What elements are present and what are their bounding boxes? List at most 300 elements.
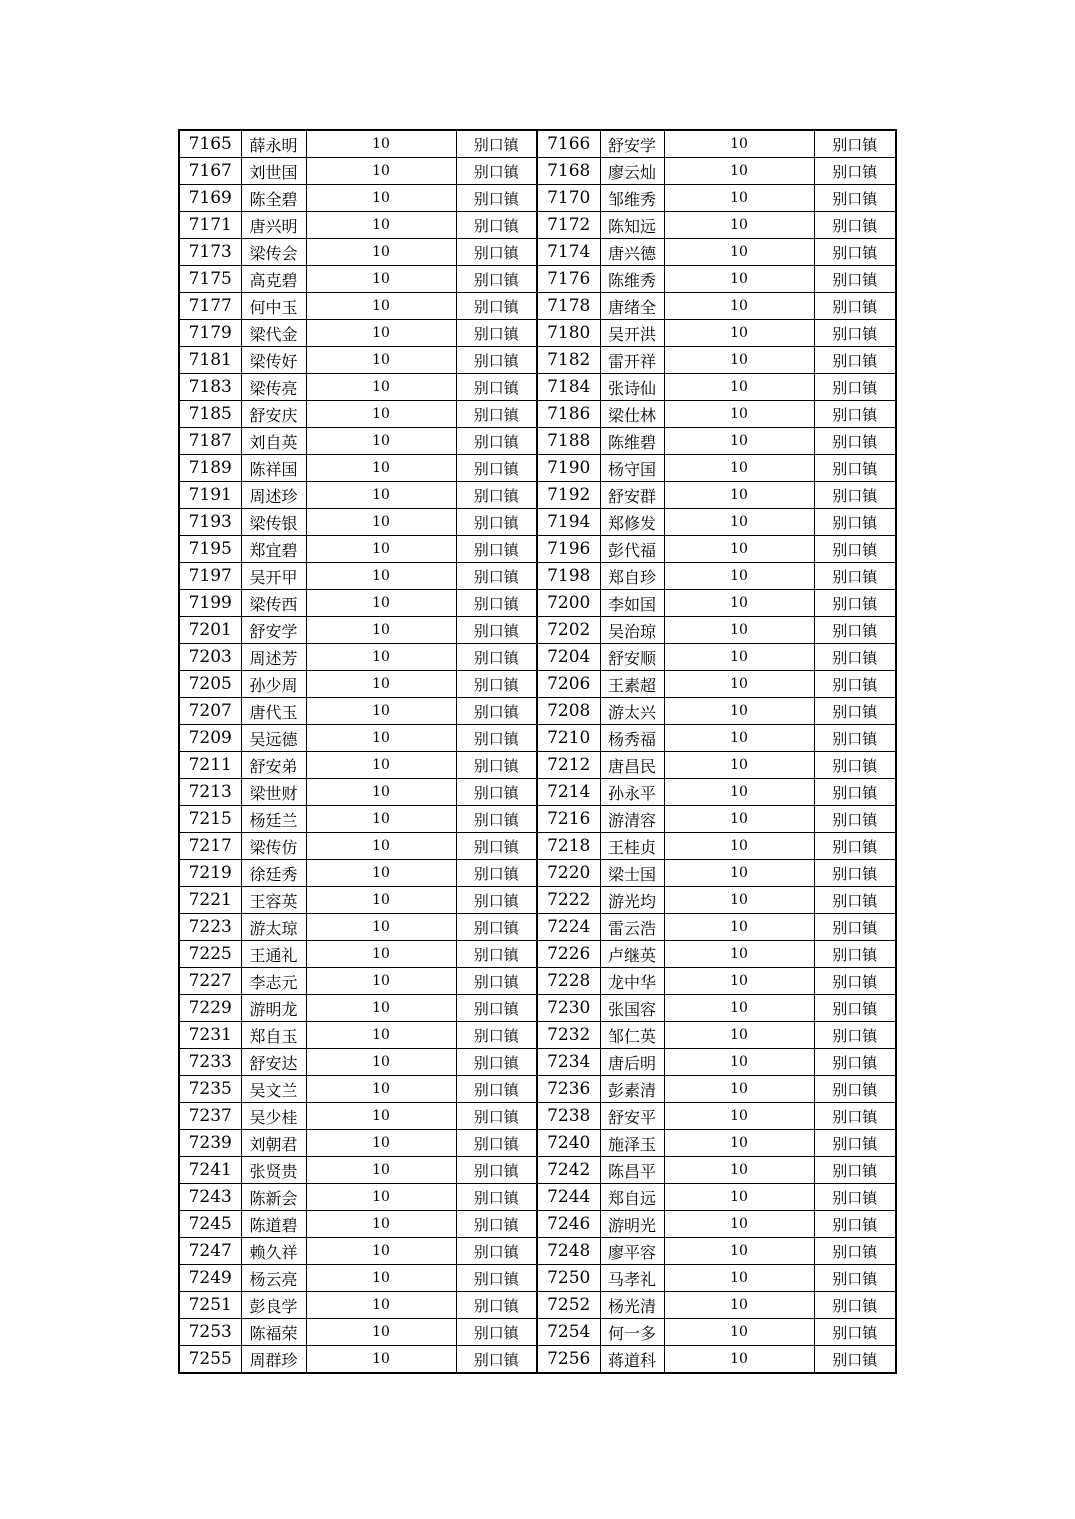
left-name-cell: 吴少桂 (241, 1103, 306, 1130)
right-town-cell: 别口镇 (814, 617, 896, 644)
right-name-cell: 郑修发 (600, 509, 664, 536)
left-record-id-cell: 7255 (179, 1346, 241, 1374)
left-town-cell: 别口镇 (456, 374, 537, 401)
right-name-cell: 唐昌民 (600, 752, 664, 779)
left-amount-cell: 10 (306, 617, 456, 644)
right-record-id-cell: 7212 (537, 752, 600, 779)
right-town-cell: 别口镇 (814, 914, 896, 941)
left-amount-cell: 10 (306, 509, 456, 536)
left-record-id-cell: 7189 (179, 455, 241, 482)
right-amount-cell: 10 (664, 239, 814, 266)
table-row (179, 698, 896, 725)
left-record-id-cell: 7213 (179, 779, 241, 806)
right-amount-cell: 10 (664, 644, 814, 671)
right-amount-cell: 10 (664, 1211, 814, 1238)
right-town-cell: 别口镇 (814, 374, 896, 401)
left-name-cell: 梁世财 (241, 779, 306, 806)
right-name-cell: 游太兴 (600, 698, 664, 725)
left-name-cell: 李志元 (241, 968, 306, 995)
right-record-id-cell: 7204 (537, 644, 600, 671)
left-name-cell: 陈道碧 (241, 1211, 306, 1238)
left-name-cell: 赖久祥 (241, 1238, 306, 1265)
right-amount-cell: 10 (664, 1346, 814, 1374)
right-name-cell: 王桂贞 (600, 833, 664, 860)
table-row (179, 1238, 896, 1265)
left-town-cell: 别口镇 (456, 130, 537, 158)
table-row (179, 590, 896, 617)
left-town-cell: 别口镇 (456, 1103, 537, 1130)
right-name-cell: 李如国 (600, 590, 664, 617)
right-amount-cell: 10 (664, 671, 814, 698)
left-town-cell: 别口镇 (456, 293, 537, 320)
left-amount-cell: 10 (306, 130, 456, 158)
right-record-id-cell: 7190 (537, 455, 600, 482)
left-amount-cell: 10 (306, 968, 456, 995)
right-name-cell: 张诗仙 (600, 374, 664, 401)
left-town-cell: 别口镇 (456, 968, 537, 995)
table-row (179, 941, 896, 968)
right-town-cell: 别口镇 (814, 1022, 896, 1049)
right-amount-cell: 10 (664, 185, 814, 212)
left-record-id-cell: 7179 (179, 320, 241, 347)
right-name-cell: 卢继英 (600, 941, 664, 968)
right-amount-cell: 10 (664, 1265, 814, 1292)
left-town-cell: 别口镇 (456, 644, 537, 671)
right-record-id-cell: 7192 (537, 482, 600, 509)
right-name-cell: 郑自珍 (600, 563, 664, 590)
right-name-cell: 游明光 (600, 1211, 664, 1238)
left-town-cell: 别口镇 (456, 1049, 537, 1076)
left-name-cell: 王容英 (241, 887, 306, 914)
table-row (179, 1157, 896, 1184)
left-record-id-cell: 7223 (179, 914, 241, 941)
right-amount-cell: 10 (664, 1238, 814, 1265)
table-row (179, 320, 896, 347)
left-name-cell: 唐代玉 (241, 698, 306, 725)
left-amount-cell: 10 (306, 941, 456, 968)
right-town-cell: 别口镇 (814, 1157, 896, 1184)
right-town-cell: 别口镇 (814, 995, 896, 1022)
right-name-cell: 舒安顺 (600, 644, 664, 671)
left-record-id-cell: 7195 (179, 536, 241, 563)
left-name-cell: 陈福荣 (241, 1319, 306, 1346)
right-name-cell: 郑自远 (600, 1184, 664, 1211)
right-record-id-cell: 7188 (537, 428, 600, 455)
table-row (179, 968, 896, 995)
left-amount-cell: 10 (306, 1292, 456, 1319)
right-town-cell: 别口镇 (814, 779, 896, 806)
left-name-cell: 梁传银 (241, 509, 306, 536)
left-amount-cell: 10 (306, 860, 456, 887)
right-town-cell: 别口镇 (814, 536, 896, 563)
right-town-cell: 别口镇 (814, 941, 896, 968)
table-row (179, 860, 896, 887)
left-record-id-cell: 7187 (179, 428, 241, 455)
left-town-cell: 别口镇 (456, 536, 537, 563)
left-name-cell: 郑宜碧 (241, 536, 306, 563)
right-amount-cell: 10 (664, 941, 814, 968)
right-name-cell: 雷开祥 (600, 347, 664, 374)
left-name-cell: 陈全碧 (241, 185, 306, 212)
right-town-cell: 别口镇 (814, 1049, 896, 1076)
right-town-cell: 别口镇 (814, 1346, 896, 1374)
right-record-id-cell: 7200 (537, 590, 600, 617)
right-name-cell: 王素超 (600, 671, 664, 698)
right-town-cell: 别口镇 (814, 266, 896, 293)
left-record-id-cell: 7175 (179, 266, 241, 293)
table-row (179, 644, 896, 671)
right-name-cell: 何一多 (600, 1319, 664, 1346)
left-record-id-cell: 7197 (179, 563, 241, 590)
left-town-cell: 别口镇 (456, 1319, 537, 1346)
right-record-id-cell: 7206 (537, 671, 600, 698)
left-town-cell: 别口镇 (456, 185, 537, 212)
right-name-cell: 杨光清 (600, 1292, 664, 1319)
table-row (179, 1346, 896, 1374)
right-amount-cell: 10 (664, 428, 814, 455)
right-amount-cell: 10 (664, 1184, 814, 1211)
left-town-cell: 别口镇 (456, 1022, 537, 1049)
right-amount-cell: 10 (664, 995, 814, 1022)
right-record-id-cell: 7198 (537, 563, 600, 590)
left-name-cell: 陈祥国 (241, 455, 306, 482)
left-town-cell: 别口镇 (456, 320, 537, 347)
left-town-cell: 别口镇 (456, 1184, 537, 1211)
right-amount-cell: 10 (664, 158, 814, 185)
left-record-id-cell: 7169 (179, 185, 241, 212)
right-town-cell: 别口镇 (814, 806, 896, 833)
right-amount-cell: 10 (664, 266, 814, 293)
right-name-cell: 舒安平 (600, 1103, 664, 1130)
left-town-cell: 别口镇 (456, 347, 537, 374)
right-town-cell: 别口镇 (814, 1265, 896, 1292)
left-town-cell: 别口镇 (456, 995, 537, 1022)
left-amount-cell: 10 (306, 806, 456, 833)
right-town-cell: 别口镇 (814, 968, 896, 995)
right-amount-cell: 10 (664, 698, 814, 725)
left-town-cell: 别口镇 (456, 725, 537, 752)
left-town-cell: 别口镇 (456, 590, 537, 617)
right-amount-cell: 10 (664, 833, 814, 860)
table-row (179, 1319, 896, 1346)
right-amount-cell: 10 (664, 590, 814, 617)
right-name-cell: 廖云灿 (600, 158, 664, 185)
right-name-cell: 梁士国 (600, 860, 664, 887)
left-name-cell: 周群珍 (241, 1346, 306, 1374)
left-record-id-cell: 7205 (179, 671, 241, 698)
left-record-id-cell: 7177 (179, 293, 241, 320)
right-record-id-cell: 7234 (537, 1049, 600, 1076)
left-amount-cell: 10 (306, 1319, 456, 1346)
right-record-id-cell: 7202 (537, 617, 600, 644)
left-record-id-cell: 7251 (179, 1292, 241, 1319)
right-town-cell: 别口镇 (814, 1211, 896, 1238)
right-record-id-cell: 7222 (537, 887, 600, 914)
left-name-cell: 刘世国 (241, 158, 306, 185)
left-name-cell: 舒安学 (241, 617, 306, 644)
right-record-id-cell: 7186 (537, 401, 600, 428)
left-amount-cell: 10 (306, 1022, 456, 1049)
left-record-id-cell: 7173 (179, 239, 241, 266)
right-name-cell: 梁仕林 (600, 401, 664, 428)
right-town-cell: 别口镇 (814, 1076, 896, 1103)
left-town-cell: 别口镇 (456, 455, 537, 482)
left-record-id-cell: 7229 (179, 995, 241, 1022)
left-name-cell: 孙少周 (241, 671, 306, 698)
table-row (179, 806, 896, 833)
right-name-cell: 舒安群 (600, 482, 664, 509)
table-row (179, 563, 896, 590)
table-row (179, 347, 896, 374)
right-town-cell: 别口镇 (814, 1184, 896, 1211)
right-town-cell: 别口镇 (814, 563, 896, 590)
left-record-id-cell: 7167 (179, 158, 241, 185)
left-record-id-cell: 7211 (179, 752, 241, 779)
right-amount-cell: 10 (664, 1022, 814, 1049)
left-town-cell: 别口镇 (456, 212, 537, 239)
left-amount-cell: 10 (306, 887, 456, 914)
right-record-id-cell: 7194 (537, 509, 600, 536)
right-amount-cell: 10 (664, 212, 814, 239)
right-record-id-cell: 7176 (537, 266, 600, 293)
right-name-cell: 张国容 (600, 995, 664, 1022)
left-town-cell: 别口镇 (456, 941, 537, 968)
left-amount-cell: 10 (306, 185, 456, 212)
roster-body (179, 130, 896, 1373)
table-row (179, 1022, 896, 1049)
left-record-id-cell: 7227 (179, 968, 241, 995)
table-row (179, 671, 896, 698)
left-name-cell: 舒安弟 (241, 752, 306, 779)
right-name-cell: 吴开洪 (600, 320, 664, 347)
left-name-cell: 徐廷秀 (241, 860, 306, 887)
left-amount-cell: 10 (306, 1076, 456, 1103)
left-name-cell: 刘自英 (241, 428, 306, 455)
left-town-cell: 别口镇 (456, 266, 537, 293)
left-name-cell: 杨云亮 (241, 1265, 306, 1292)
left-town-cell: 别口镇 (456, 1346, 537, 1374)
left-record-id-cell: 7225 (179, 941, 241, 968)
table-row (179, 617, 896, 644)
right-town-cell: 别口镇 (814, 428, 896, 455)
left-town-cell: 别口镇 (456, 806, 537, 833)
right-amount-cell: 10 (664, 1157, 814, 1184)
right-amount-cell: 10 (664, 806, 814, 833)
left-amount-cell: 10 (306, 644, 456, 671)
left-amount-cell: 10 (306, 1049, 456, 1076)
left-amount-cell: 10 (306, 536, 456, 563)
right-name-cell: 唐后明 (600, 1049, 664, 1076)
table-row (179, 752, 896, 779)
right-name-cell: 唐兴德 (600, 239, 664, 266)
right-town-cell: 别口镇 (814, 239, 896, 266)
table-row (179, 130, 896, 158)
right-name-cell: 廖平容 (600, 1238, 664, 1265)
table-row (179, 536, 896, 563)
right-record-id-cell: 7208 (537, 698, 600, 725)
left-name-cell: 王通礼 (241, 941, 306, 968)
right-name-cell: 吴治琼 (600, 617, 664, 644)
roster-table (178, 129, 897, 1374)
right-amount-cell: 10 (664, 1292, 814, 1319)
right-name-cell: 雷云浩 (600, 914, 664, 941)
left-record-id-cell: 7249 (179, 1265, 241, 1292)
right-record-id-cell: 7182 (537, 347, 600, 374)
left-record-id-cell: 7171 (179, 212, 241, 239)
right-record-id-cell: 7178 (537, 293, 600, 320)
right-record-id-cell: 7168 (537, 158, 600, 185)
left-record-id-cell: 7233 (179, 1049, 241, 1076)
right-amount-cell: 10 (664, 860, 814, 887)
left-name-cell: 吴文兰 (241, 1076, 306, 1103)
left-amount-cell: 10 (306, 374, 456, 401)
left-name-cell: 梁传好 (241, 347, 306, 374)
left-amount-cell: 10 (306, 428, 456, 455)
left-name-cell: 何中玉 (241, 293, 306, 320)
left-name-cell: 周述芳 (241, 644, 306, 671)
left-amount-cell: 10 (306, 995, 456, 1022)
left-amount-cell: 10 (306, 590, 456, 617)
left-record-id-cell: 7231 (179, 1022, 241, 1049)
right-name-cell: 孙永平 (600, 779, 664, 806)
left-record-id-cell: 7183 (179, 374, 241, 401)
right-record-id-cell: 7224 (537, 914, 600, 941)
table-row (179, 455, 896, 482)
table-row (179, 266, 896, 293)
left-town-cell: 别口镇 (456, 671, 537, 698)
table-row (179, 401, 896, 428)
right-town-cell: 别口镇 (814, 1292, 896, 1319)
left-name-cell: 郑自玉 (241, 1022, 306, 1049)
right-town-cell: 别口镇 (814, 887, 896, 914)
right-record-id-cell: 7180 (537, 320, 600, 347)
left-town-cell: 别口镇 (456, 482, 537, 509)
right-town-cell: 别口镇 (814, 860, 896, 887)
right-amount-cell: 10 (664, 1130, 814, 1157)
right-record-id-cell: 7254 (537, 1319, 600, 1346)
left-name-cell: 刘朝君 (241, 1130, 306, 1157)
right-record-id-cell: 7228 (537, 968, 600, 995)
left-name-cell: 吴开甲 (241, 563, 306, 590)
left-amount-cell: 10 (306, 725, 456, 752)
left-name-cell: 彭良学 (241, 1292, 306, 1319)
left-amount-cell: 10 (306, 1103, 456, 1130)
right-town-cell: 别口镇 (814, 320, 896, 347)
table-row (179, 1265, 896, 1292)
right-name-cell: 彭素清 (600, 1076, 664, 1103)
table-row (179, 158, 896, 185)
table-row (179, 914, 896, 941)
right-amount-cell: 10 (664, 1319, 814, 1346)
left-amount-cell: 10 (306, 212, 456, 239)
right-amount-cell: 10 (664, 887, 814, 914)
left-name-cell: 梁传会 (241, 239, 306, 266)
left-town-cell: 别口镇 (456, 860, 537, 887)
right-record-id-cell: 7248 (537, 1238, 600, 1265)
right-record-id-cell: 7218 (537, 833, 600, 860)
right-record-id-cell: 7252 (537, 1292, 600, 1319)
left-town-cell: 别口镇 (456, 779, 537, 806)
right-amount-cell: 10 (664, 725, 814, 752)
right-record-id-cell: 7226 (537, 941, 600, 968)
right-amount-cell: 10 (664, 482, 814, 509)
left-town-cell: 别口镇 (456, 698, 537, 725)
right-record-id-cell: 7210 (537, 725, 600, 752)
right-record-id-cell: 7232 (537, 1022, 600, 1049)
right-name-cell: 舒安学 (600, 130, 664, 158)
right-record-id-cell: 7256 (537, 1346, 600, 1374)
right-amount-cell: 10 (664, 347, 814, 374)
left-name-cell: 吴远德 (241, 725, 306, 752)
left-name-cell: 梁传仿 (241, 833, 306, 860)
left-town-cell: 别口镇 (456, 1292, 537, 1319)
left-record-id-cell: 7243 (179, 1184, 241, 1211)
right-town-cell: 别口镇 (814, 185, 896, 212)
right-amount-cell: 10 (664, 968, 814, 995)
left-amount-cell: 10 (306, 1238, 456, 1265)
left-amount-cell: 10 (306, 482, 456, 509)
right-town-cell: 别口镇 (814, 212, 896, 239)
right-record-id-cell: 7170 (537, 185, 600, 212)
right-record-id-cell: 7214 (537, 779, 600, 806)
right-town-cell: 别口镇 (814, 698, 896, 725)
right-name-cell: 杨守国 (600, 455, 664, 482)
right-town-cell: 别口镇 (814, 1130, 896, 1157)
table-row (179, 1076, 896, 1103)
right-name-cell: 邹仁英 (600, 1022, 664, 1049)
left-town-cell: 别口镇 (456, 509, 537, 536)
table-row (179, 212, 896, 239)
right-name-cell: 游光均 (600, 887, 664, 914)
left-name-cell: 游明龙 (241, 995, 306, 1022)
left-amount-cell: 10 (306, 1130, 456, 1157)
left-name-cell: 陈新会 (241, 1184, 306, 1211)
left-name-cell: 张贤贵 (241, 1157, 306, 1184)
left-name-cell: 梁传西 (241, 590, 306, 617)
left-record-id-cell: 7193 (179, 509, 241, 536)
left-name-cell: 杨廷兰 (241, 806, 306, 833)
left-town-cell: 别口镇 (456, 1076, 537, 1103)
table-row (179, 887, 896, 914)
right-town-cell: 别口镇 (814, 1103, 896, 1130)
left-record-id-cell: 7181 (179, 347, 241, 374)
left-record-id-cell: 7219 (179, 860, 241, 887)
left-record-id-cell: 7217 (179, 833, 241, 860)
right-town-cell: 别口镇 (814, 833, 896, 860)
left-town-cell: 别口镇 (456, 752, 537, 779)
left-record-id-cell: 7191 (179, 482, 241, 509)
left-record-id-cell: 7199 (179, 590, 241, 617)
right-record-id-cell: 7196 (537, 536, 600, 563)
right-town-cell: 别口镇 (814, 671, 896, 698)
left-amount-cell: 10 (306, 563, 456, 590)
left-town-cell: 别口镇 (456, 1157, 537, 1184)
right-record-id-cell: 7216 (537, 806, 600, 833)
left-amount-cell: 10 (306, 779, 456, 806)
left-town-cell: 别口镇 (456, 1265, 537, 1292)
right-record-id-cell: 7240 (537, 1130, 600, 1157)
left-name-cell: 游太琼 (241, 914, 306, 941)
left-amount-cell: 10 (306, 266, 456, 293)
left-amount-cell: 10 (306, 752, 456, 779)
table-row (179, 374, 896, 401)
left-record-id-cell: 7185 (179, 401, 241, 428)
table-row (179, 1103, 896, 1130)
left-record-id-cell: 7201 (179, 617, 241, 644)
left-amount-cell: 10 (306, 914, 456, 941)
left-town-cell: 别口镇 (456, 833, 537, 860)
right-record-id-cell: 7230 (537, 995, 600, 1022)
